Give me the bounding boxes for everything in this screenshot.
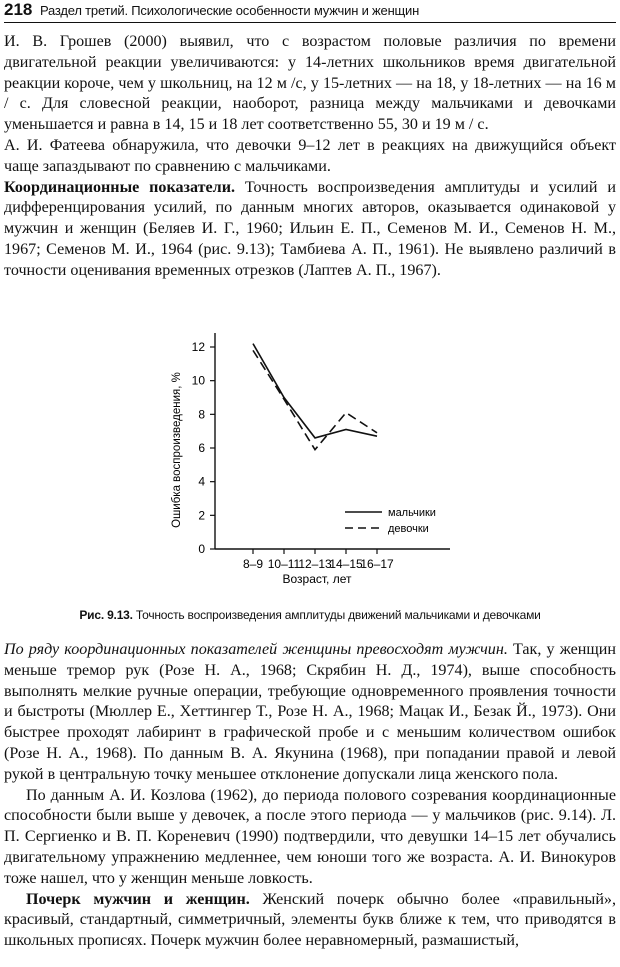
caption-label: Рис. 9.13. (79, 608, 133, 622)
y-tick-label: 2 (198, 508, 205, 523)
paragraph: А. И. Фатеева обнаружила, что девочки 9–12 лет в реакциях на движущийся объект чаще запаздывают по сравнению с мальчиками. (4, 136, 616, 175)
section-lead: Почерк мужчин и женщин. (26, 890, 250, 908)
x-tick-label: 16–17 (360, 557, 394, 571)
legend-label: девочки (388, 523, 429, 535)
y-tick-label: 8 (198, 407, 205, 422)
x-tick-label: 14–15 (329, 557, 363, 571)
y-tick-label: 6 (198, 441, 205, 455)
y-tick-label: 0 (198, 542, 205, 556)
y-axis-label: Ошибка воспроизведения, % (171, 372, 183, 528)
paragraph: По данным А. И. Козлова (1962), до периода полового созревания координационные способности были выше у девочек, а после этого периода — у мальчиков (рис. 9.14). Л. П. Сергиенко и В. П. Кореневич (1990) подтвердили, что девушки 14–15 лет обучались двигательному упражнению медленнее, чем юноши того же возраста. А. И. Винокуров тоже нашел, что у женщин меньше ловкость. (4, 786, 616, 887)
line-chart (160, 322, 460, 597)
figure-caption (4, 608, 616, 622)
y-tick-label: 4 (198, 474, 205, 489)
x-tick-label: 12–13 (298, 557, 332, 571)
paragraph: И. В. Грошев (2000) выявил, что с возрастом половые различия по времени двигательной реакции увеличиваются: у 14-летних школьников время двигательной реакции короче, чем у школьниц, на 12 м /с, у 15-летних — на 18, у 18-летних — на 16 м / с. Для словесной реакции, наоборот, разница между мальчиками и девочками уменьшается и равна в 14, 15 и 18 лет соответственно 55, 30 и 19 м / с. (4, 33, 616, 134)
figure-9-13 (160, 322, 460, 597)
page-header (4, 2, 616, 23)
y-tick-label: 12 (191, 340, 205, 354)
series-line-boys (253, 344, 377, 438)
x-tick-label: 8–9 (242, 557, 264, 571)
text-block-bottom (4, 640, 616, 952)
running-title: Раздел третий. Психологические особенности мужчин и женщин (40, 3, 420, 18)
text-block-top (4, 32, 616, 282)
paragraph: Почерк мужчин и женщин. Женский почерк обычно более «правильный», красивый, стандартный, симметричный, элементы букв ближе к тем, что приводятся в школьных прописях. Почерк мужчин более неравномерный, размашистый, (4, 890, 616, 950)
x-tick-label: 10–11 (267, 557, 301, 571)
page-number: 218 (4, 0, 33, 19)
x-axis-label: Возраст, лет (282, 572, 352, 586)
section-lead: Координационные показатели. (4, 178, 236, 196)
y-tick-label: 10 (191, 373, 205, 388)
paragraph: Координационные показатели. Точность воспроизведения амплитуды и усилий и дифференцирования усилий, по данным многих авторов, оказывается одинаковой у мужчин и женщин (Беляев И. Г., 1960; Ильин Е. П., Семенов М. И., Семенов Н. М., 1967; Семенов М. И., 1964 (рис. 9.13); Тамбиева А. П., 1961). Не выявлено различий в точности оценивания временных отрезков (Лаптев А. П., 1967). (4, 178, 617, 279)
series-line-girls (253, 350, 377, 449)
caption-text: Точность воспроизведения амплитуды движений мальчиками и девочками (132, 608, 541, 622)
italic-lead: По ряду координационных показателей женщины превосходят мужчин. (4, 641, 508, 658)
legend-label: мальчики (388, 507, 436, 519)
paragraph: По ряду координационных показателей женщины превосходят мужчин. Так, у женщин меньше тремор рук (Розе Н. А., 1968; Скрябин Н. Д., 1974), выше способность выполнять мелкие ручные операции, требующие одновременного проявления точности и быстроты (Мюллер Е., Хеттингер Т., Розе Н. А., 1968; Мацак И., Безак Й., 1973). Они быстрее проходят лабиринт в графической пробе и с меньшим количеством ошибок (Розе Н. А., 1968). По данным В. А. Якунина (1968), при попадании правой и левой рукой в центральную точку меньшее отклонение допускали лица женского пола. (4, 641, 616, 783)
